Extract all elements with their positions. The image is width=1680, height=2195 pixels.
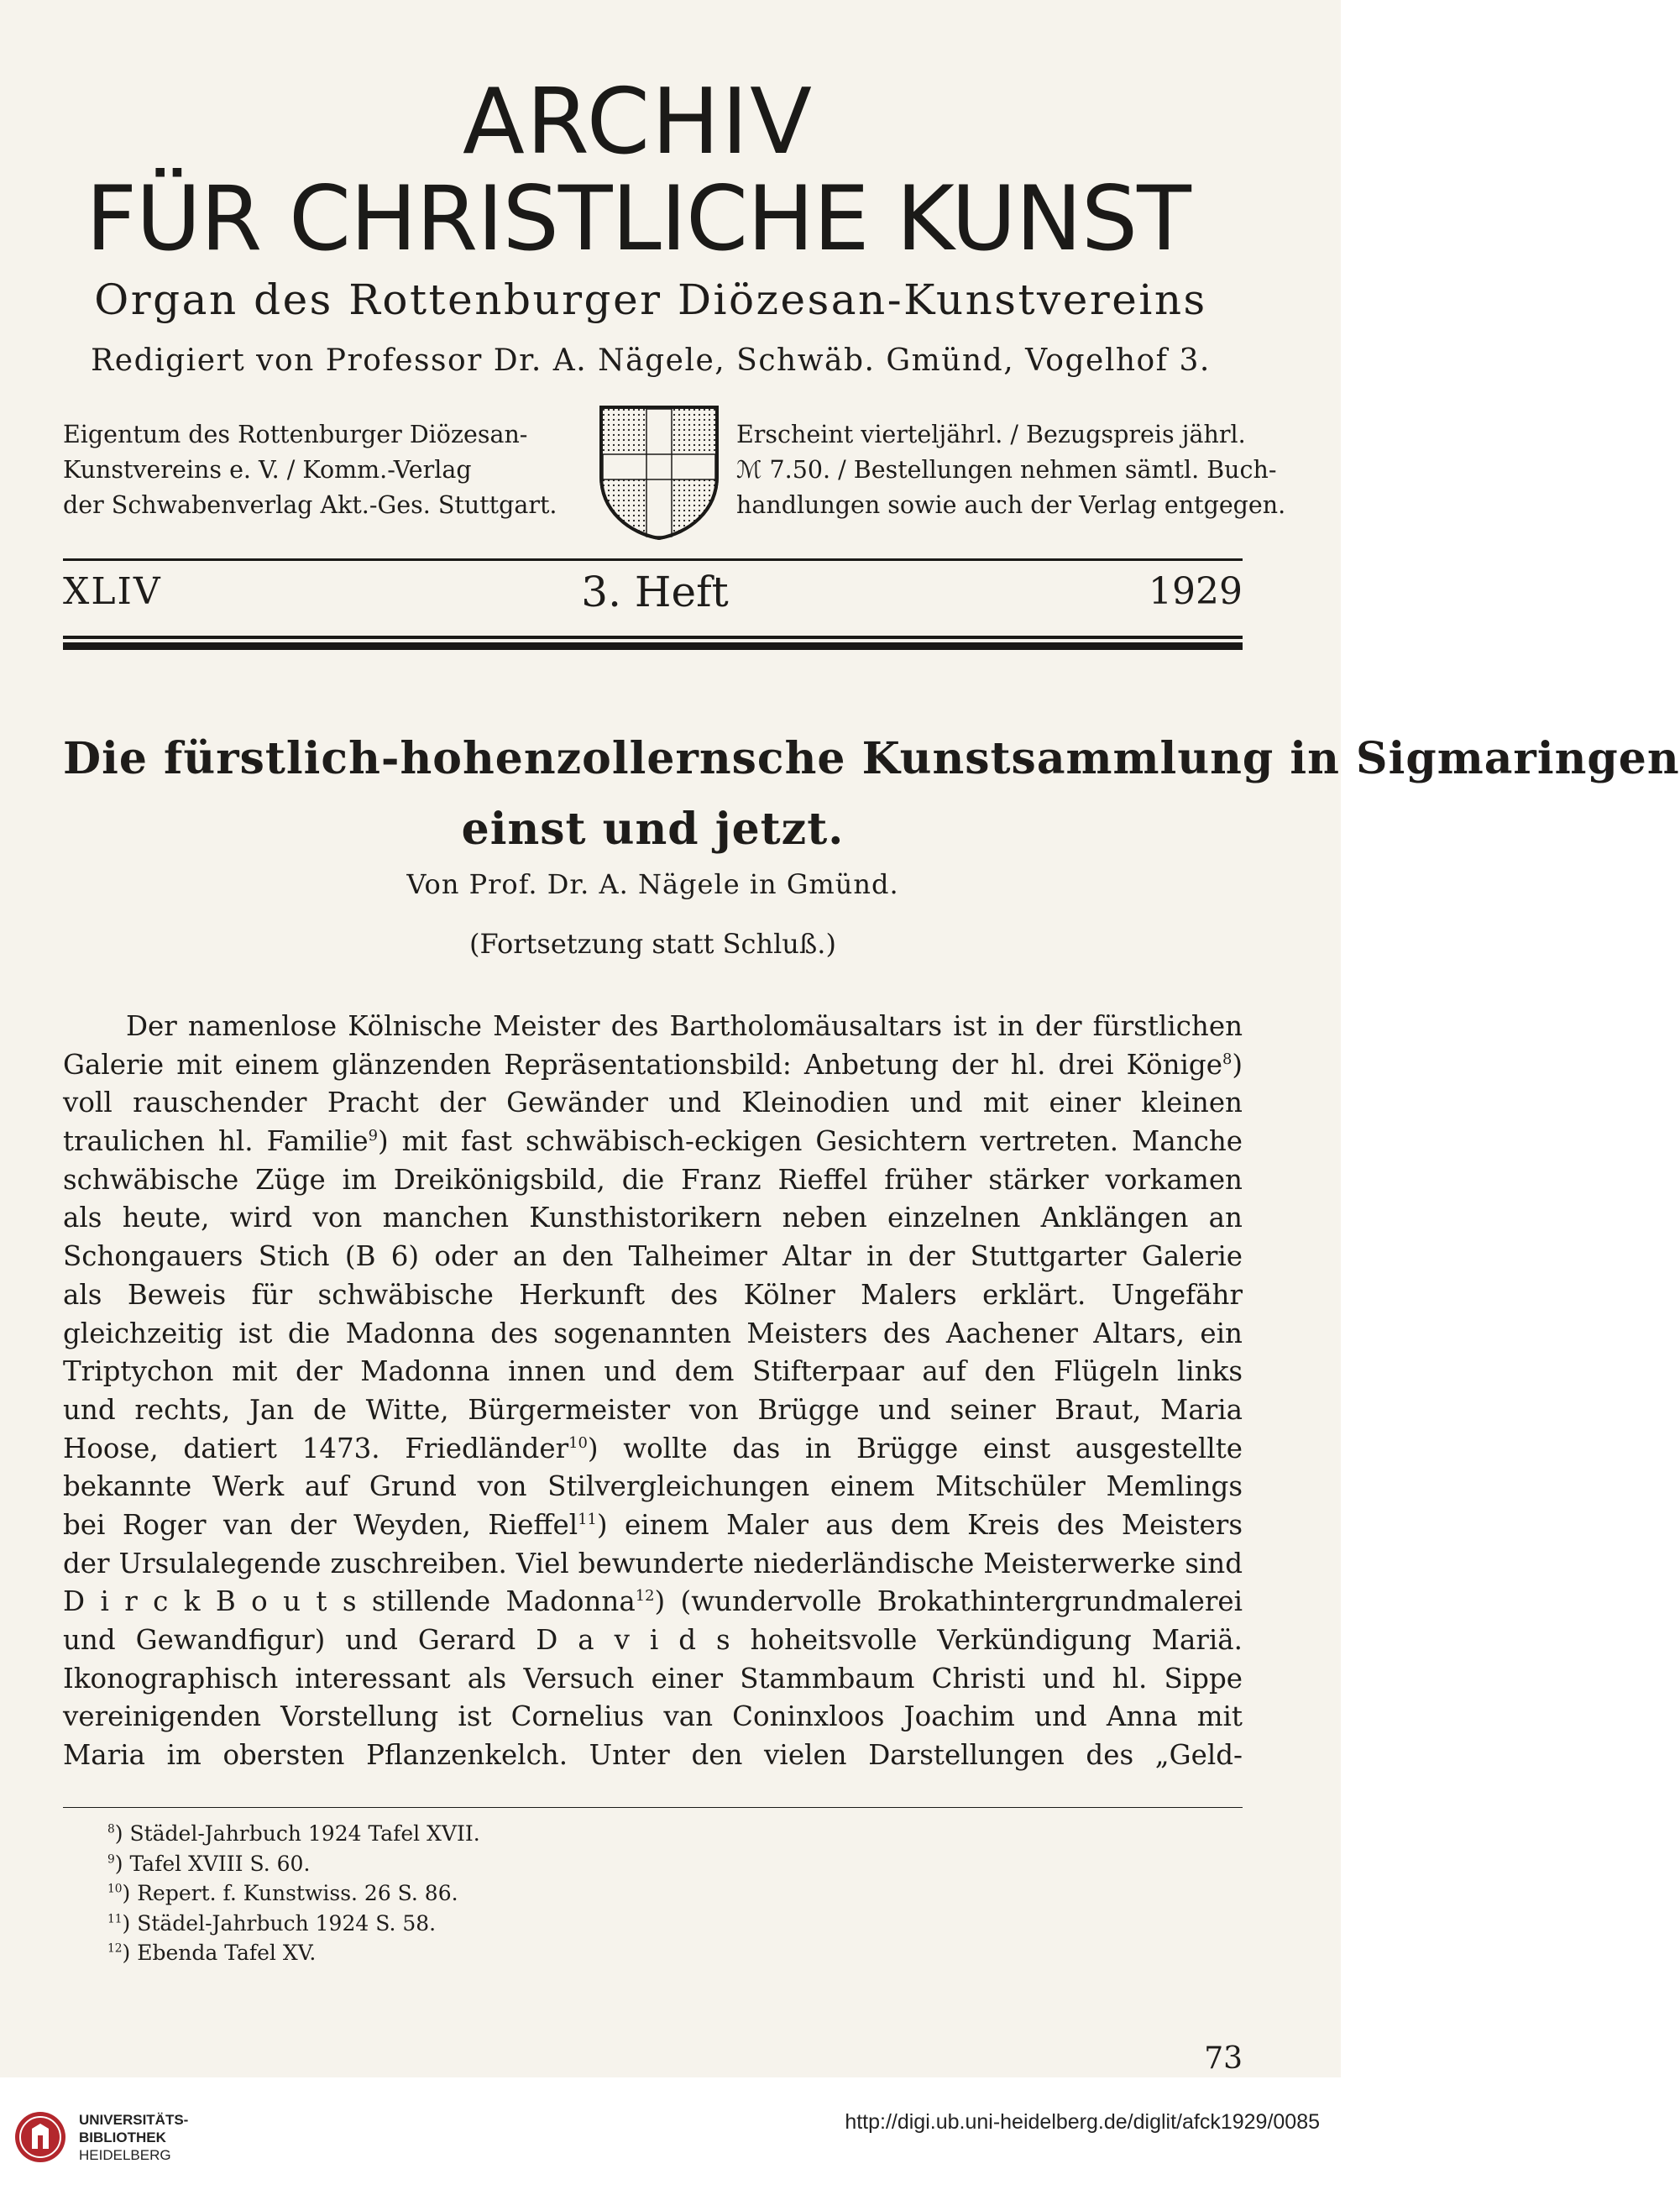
footnote-rule (63, 1807, 1243, 1808)
body-line: Hoose, datiert 1473. Friedländer$^{10}$) wollte das in Brügge einst ausgestellte (63, 1432, 1243, 1464)
publisher-line: der Schwabenverlag Akt.-Ges. Stuttgart. (63, 491, 557, 519)
article-body (63, 1008, 1243, 1775)
body-line: der Ursulalegende zuschreiben. Viel bewunderte niederländische Meisterwerke sind (63, 1547, 1243, 1579)
issue-volume: XLIV (63, 570, 162, 613)
footnotes (107, 1819, 480, 1968)
body-line: voll rauschender Pracht der Gewänder und Kleinodien und mit einer kleinen (63, 1087, 1243, 1119)
journal-subtitle: FÜR CHRISTLICHE KUNST (86, 167, 1191, 270)
source-url-link[interactable]: http://digi.ub.uni-heidelberg.de/diglit/afck1929/0085 (845, 2110, 1320, 2134)
body-line: als Beweis für schwäbische Herkunft des Kölner Malers erklärt. Ungefähr (63, 1278, 1243, 1311)
body-line: gleichzeitig ist die Madonna des sogenannten Meisters des Aachener Altars, ein (63, 1317, 1243, 1349)
body-line: und rechts, Jan de Witte, Bürgermeister von Brügge und seiner Braut, Maria (63, 1393, 1243, 1426)
body-line: vereinigenden Vorstellung ist Cornelius van Coninxloos Joachim und Anna mit (63, 1700, 1243, 1733)
body-line: traulichen hl. Familie$^9$) mit fast schwäbisch-eckigen Gesichtern vertreten. Manche (63, 1125, 1243, 1158)
body-line: bekannte Werk auf Grund von Stilvergleichungen einem Mitschüler Memlings (63, 1470, 1243, 1503)
publisher-line: Kunstvereins e. V. / Komm.-Verlag (63, 456, 472, 484)
organ-line: Organ des Rottenburger Diözesan-Kunstvereins (94, 275, 1207, 324)
journal-title: ARCHIV (463, 70, 814, 175)
footnote: $^8$) Städel-Jahrbuch 1924 Tafel XVII. (107, 1821, 480, 1846)
body-line: Maria im obersten Pflanzenkelch. Unter den vielen Darstellungen des „Geld- (63, 1739, 1243, 1772)
header-rule-bottom-thick (63, 642, 1243, 650)
subscription-line: Erscheint vierteljährl. / Bezugspreis jährl. (736, 421, 1246, 448)
body-line: Galerie mit einem glänzenden Repräsentationsbild: Anbetung der hl. drei Könige$^8$) (63, 1048, 1243, 1081)
body-line: schwäbische Züge im Dreikönigsbild, die Franz Rieffel früher stärker vorkamen (63, 1163, 1243, 1196)
article-title-line: Die fürstlich-hohenzollernsche Kunstsammlung in Sigmaringen (63, 733, 1680, 784)
footnote: $^{10}$) Repert. f. Kunstwiss. 26 S. 86. (107, 1881, 458, 1905)
footnote-ref: 8 (1222, 1050, 1233, 1068)
footnote: $^{11}$) Städel-Jahrbuch 1924 S. 58. (107, 1910, 437, 1936)
page-number: 73 (1204, 2041, 1243, 2076)
body-line: bei Roger van der Weyden, Rieffel$^{11}$) einem Maler aus dem Kreis des Meisters (63, 1508, 1243, 1541)
header-rule-top (63, 558, 1243, 561)
body-line: Schongauers Stich (B 6) oder an den Talheimer Altar in der Stuttgarter Galerie (63, 1240, 1243, 1273)
footnote-ref: 11 (578, 1511, 597, 1529)
body-line: Ikonographisch interessant als Versuch einer Stammbaum Christi und hl. Sippe (63, 1662, 1243, 1695)
issue-number: 3. Heft (581, 568, 729, 616)
subscription-line: handlungen sowie auch der Verlag entgegen. (736, 491, 1286, 519)
footnote: $^{12}$) Ebenda Tafel XV. (107, 1941, 317, 1965)
subscription-line: ℳ 7.50. / Bestellungen nehmen sämtl. Buch- (736, 456, 1277, 484)
library-seal-icon (13, 2110, 67, 2164)
footnote-ref: 12 (635, 1587, 655, 1606)
body-line: als heute, wird von manchen Kunsthistorikern neben einzelnen Anklängen an (63, 1202, 1243, 1234)
body-line: und Gewandfigur) und Gerard D a v i d s hoheitsvolle Verkündigung Mariä. (63, 1624, 1243, 1656)
publisher-line: Eigentum des Rottenburger Diözesan- (63, 421, 528, 448)
editor-line: Redigiert von Professor Dr. A. Nägele, Schwäb. Gmünd, Vogelhof 3. (91, 343, 1211, 378)
continuation-note: (Fortsetzung statt Schluß.) (469, 928, 836, 960)
footnote: $^9$) Tafel XVIII S. 60. (107, 1851, 311, 1876)
publisher-info (63, 417, 557, 523)
library-name: UNIVERSITÄTS- BIBLIOTHEK HEIDELBERG (79, 2112, 189, 2163)
footnote-ref: 10 (568, 1433, 588, 1452)
author-line: Von Prof. Dr. A. Nägele in Gmünd. (406, 868, 899, 900)
body-line: Triptychon mit der Madonna innen und dem Stifterpaar auf den Flügeln links (63, 1355, 1243, 1388)
library-footer (0, 2077, 1341, 2195)
body-line: Der namenlose Kölnische Meister des Bartholomäusaltars ist in der fürstlichen (126, 1010, 1243, 1042)
issue-year: 1929 (1149, 570, 1243, 613)
article-title-line: einst und jetzt. (461, 804, 845, 855)
article-title (63, 724, 1680, 865)
header-rule-bottom (63, 636, 1243, 639)
coat-of-arms-icon (596, 402, 722, 542)
subscription-info (736, 417, 1285, 523)
footnote-ref: 9 (368, 1127, 378, 1145)
body-line: D i r c k B o u t s stillende Madonna$^{12}$) (wundervolle Brokathintergrundmalerei (63, 1585, 1243, 1618)
